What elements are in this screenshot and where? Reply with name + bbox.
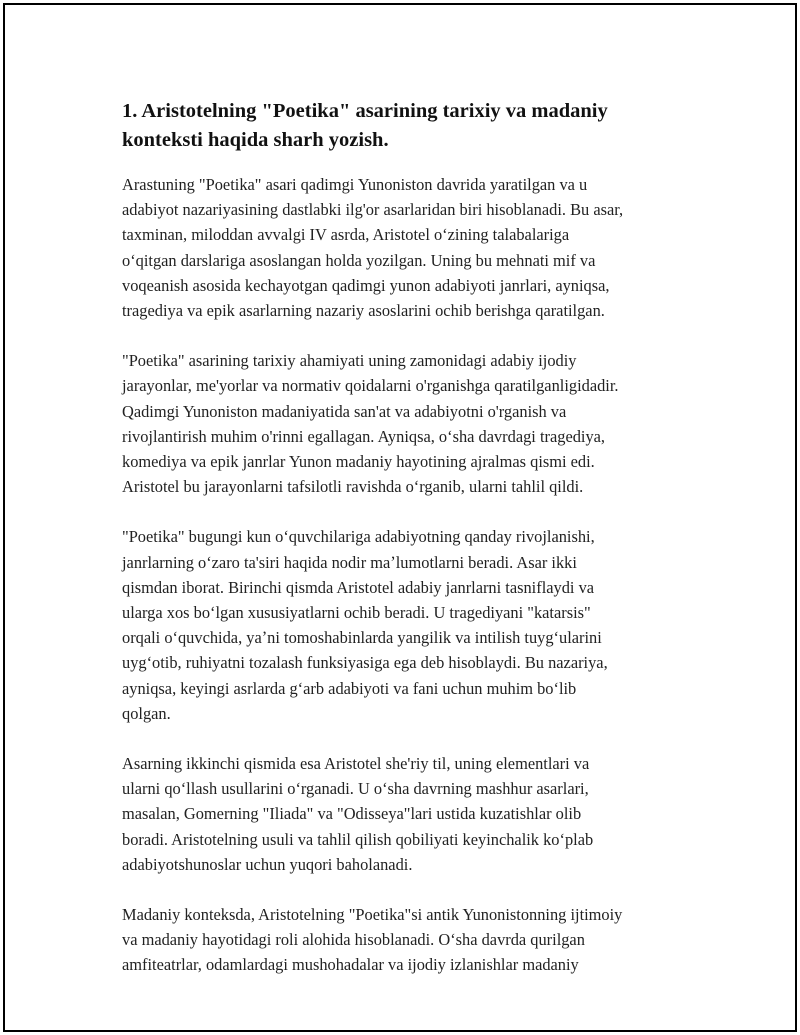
text-line: tragediya va epik asarlarning nazariy asoslarini ochib berishga qaratilgan. <box>122 301 605 321</box>
text-line: adabiyot nazariyasining dastlabki ilg'or asarlaridan biri hisoblanadi. Bu asar, <box>122 200 624 220</box>
text-line: adabiyotshunoslar uchun yuqori baholanadi. <box>122 854 413 874</box>
text-line: amfiteatrlar, odamlardagi mushohadalar va ijodiy izlanishlar madaniy <box>122 955 579 975</box>
text-line: qolgan. <box>122 703 171 723</box>
document-body <box>122 97 692 978</box>
paragraph-5 <box>122 902 692 978</box>
text-line: janrlarning oʻzaro ta'siri haqida nodir maʼlumotlarni beradi. Asar ikki <box>122 552 577 572</box>
text-line: Aristotel bu jarayonlarni tafsilotli ravishda oʻrganib, ularni tahlil qildi. <box>122 477 584 497</box>
paragraph-1 <box>122 172 692 323</box>
text-line: "Poetika" bugungi kun oʻquvchilariga adabiyotning qanday rivojlanishi, <box>122 527 595 547</box>
text-line: ularga xos boʻlgan xususiyatlarni ochib beradi. U tragediyani "katarsis" <box>122 603 591 623</box>
heading-line: konteksti haqida sharh yozish. <box>122 129 389 151</box>
heading-line: 1. Aristotelning "Poetika" asarining tarixiy va madaniy <box>122 100 608 122</box>
text-line: uygʻotib, ruhiyatni tozalash funksiyasiga ega deb hisoblaydi. Bu nazariya, <box>122 653 608 673</box>
paragraph-2 <box>122 348 692 499</box>
text-line: rivojlantirish muhim o'rinni egallagan. Ayniqsa, oʻsha davrdagi tragediya, <box>122 426 606 446</box>
text-line: taxminan, miloddan avvalgi IV asrda, Aristotel oʻzining talabalariga <box>122 225 570 245</box>
text-line: va madaniy hayotidagi roli alohida hisoblanadi. Oʻsha davrda qurilgan <box>122 930 585 950</box>
text-line: Qadimgi Yunoniston madaniyatida san'at va adabiyotni o'rganish va <box>122 401 567 421</box>
text-line: voqeanish asosida kechayotgan qadimgi yunon adabiyoti janrlari, ayniqsa, <box>122 275 610 295</box>
paragraph-3 <box>122 524 692 726</box>
section-heading <box>122 97 692 155</box>
text-line: boradi. Aristotelning usuli va tahlil qilish qobiliyati keyinchalik koʻplab <box>122 829 594 849</box>
text-line: ularni qoʻllash usullarini oʻrganadi. U oʻsha davrning mashhur asarlari, <box>122 779 589 799</box>
text-line: jarayonlar, me'yorlar va normativ qoidalarni o'rganishga qaratilganligidadir. <box>122 376 619 396</box>
text-line: komediya va epik janrlar Yunon madaniy hayotining ajralmas qismi edi. <box>122 452 595 472</box>
text-line: qismdan iborat. Birinchi qismda Aristotel adabiy janrlarni tasniflaydi va <box>122 577 595 597</box>
text-line: "Poetika" asarining tarixiy ahamiyati uning zamonidagi adabiy ijodiy <box>122 351 577 371</box>
text-line: masalan, Gomerning "Iliada" va "Odisseya"lari ustida kuzatishlar olib <box>122 804 582 824</box>
text-line: Asarning ikkinchi qismida esa Aristotel she'riy til, uning elementlari va <box>122 754 590 774</box>
text-line: ayniqsa, keyingi asrlarda gʻarb adabiyoti va fani uchun muhim boʻlib <box>122 678 577 698</box>
text-line: orqali oʻquvchida, yaʼni tomoshabinlarda yangilik va intilish tuygʻularini <box>122 628 602 648</box>
paragraph-4 <box>122 751 692 877</box>
text-line: Arastuning "Poetika" asari qadimgi Yunoniston davrida yaratilgan va u <box>122 175 588 194</box>
page-frame <box>3 3 797 1032</box>
text-line: Madaniy konteksda, Aristotelning "Poetika"si antik Yunonistonning ijtimoiy <box>122 905 623 925</box>
text-line: oʻqitgan darslariga asoslangan holda yozilgan. Uning bu mehnati mif va <box>122 250 596 270</box>
